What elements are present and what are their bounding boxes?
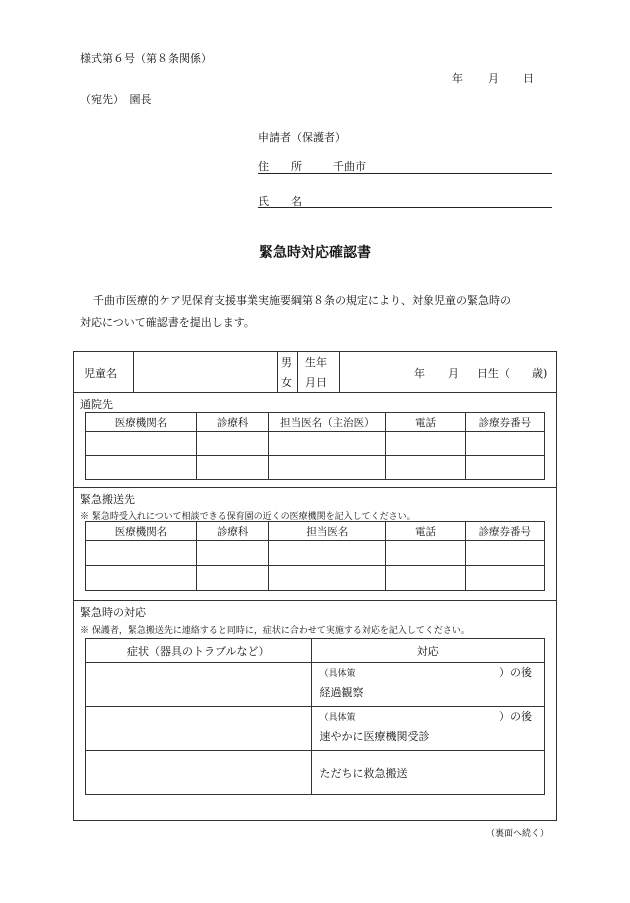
intro-line-1: 千曲市医療的ケア児保育支援事業実施要綱第８条の規定により、対象児童の緊急時の — [93, 294, 511, 307]
document-title: 緊急時対応確認書 — [259, 245, 371, 261]
addressee: （宛先） 園長 — [80, 93, 152, 106]
response-cell[interactable] — [311, 707, 545, 751]
sex-male[interactable]: 男 — [281, 356, 292, 369]
response-section-title: 緊急時の対応 — [80, 606, 146, 619]
transport-header-card: 診療券番号 — [465, 522, 544, 541]
hospital-header-name: 医療機関名 — [86, 413, 197, 432]
table-cell[interactable] — [386, 566, 465, 591]
action-label: ただちに救急搬送 — [319, 766, 408, 780]
table-cell[interactable] — [386, 541, 465, 566]
birth-label-2: 月日 — [305, 376, 327, 389]
table-cell[interactable] — [196, 456, 268, 480]
transport-header-phone: 電話 — [386, 522, 465, 541]
table-cell[interactable] — [197, 541, 269, 566]
intro-line-2: 対応について確認書を提出します。 — [80, 316, 255, 329]
divider — [73, 487, 557, 488]
symptom-cell[interactable] — [86, 663, 312, 707]
symptom-cell[interactable] — [86, 751, 312, 795]
date-year-label: 年 — [452, 72, 463, 85]
table-row — [86, 432, 545, 456]
divider — [133, 351, 134, 392]
age-suffix: 歳) — [532, 367, 548, 380]
after-label: ）の後 — [499, 710, 532, 723]
table-cell[interactable] — [196, 432, 268, 456]
table-cell[interactable] — [465, 566, 544, 591]
action-label: 速やかに医療機関受診 — [319, 730, 430, 743]
hospital-header-card: 診療券番号 — [465, 413, 544, 432]
transport-note: ※ 緊急時受入れについて相談できる保育園の近くの医療機関を記入してください。 — [80, 512, 416, 522]
transport-header-doctor: 担当医名 — [269, 522, 386, 541]
hospital-table — [85, 412, 545, 480]
divider — [73, 392, 557, 393]
table-cell[interactable] — [269, 432, 386, 456]
footer-continued: （裏面へ続く） — [486, 829, 550, 839]
table-cell[interactable] — [269, 566, 386, 591]
table-cell[interactable] — [269, 456, 386, 480]
after-label: ）の後 — [499, 666, 532, 679]
response-table — [85, 638, 545, 795]
sex-female[interactable]: 女 — [281, 376, 292, 389]
table-cell[interactable] — [197, 566, 269, 591]
date-month-label: 月 — [488, 72, 499, 85]
hospital-header-dept: 診療科 — [196, 413, 268, 432]
table-cell[interactable] — [386, 456, 465, 480]
name-label: 氏 名 — [258, 195, 302, 208]
response-header-symptom: 症状（器具のトラブルなど） — [86, 639, 312, 663]
response-cell[interactable] — [311, 663, 545, 707]
table-row — [86, 456, 545, 480]
hospital-header-phone: 電話 — [386, 413, 465, 432]
table-cell[interactable] — [465, 456, 544, 480]
address-underline — [258, 173, 552, 174]
birth-day-born: 日生（ — [477, 367, 510, 380]
divider — [73, 600, 557, 601]
table-row — [86, 541, 545, 566]
response-header-action: 対応 — [311, 639, 545, 663]
divider — [277, 351, 278, 392]
table-cell[interactable] — [86, 432, 197, 456]
transport-header-name: 医療機関名 — [86, 522, 197, 541]
birth-label-1: 生年 — [305, 356, 327, 369]
table-row — [86, 566, 545, 591]
table-row — [86, 707, 545, 751]
table-cell[interactable] — [86, 566, 197, 591]
divider — [339, 351, 340, 392]
table-cell[interactable] — [465, 432, 544, 456]
table-cell[interactable] — [386, 432, 465, 456]
hospital-section-title: 通院先 — [80, 398, 113, 411]
table-cell[interactable] — [269, 541, 386, 566]
birth-year: 年 — [414, 367, 425, 380]
response-note: ※ 保護者，緊急搬送先に連絡すると同時に，症状に合わせて実施する対応を記入してください。 — [80, 626, 470, 636]
table-row — [86, 751, 545, 795]
symptom-cell[interactable] — [86, 707, 312, 751]
hospital-header-doctor: 担当医名（主治医） — [269, 413, 386, 432]
address-label: 住 所 — [258, 160, 302, 173]
applicant-label: 申請者（保護者） — [258, 131, 346, 144]
measure-label: （具体策 — [319, 713, 356, 723]
birth-month: 月 — [448, 367, 459, 380]
child-name-label: 児童名 — [84, 367, 117, 380]
date-day-label: 日 — [523, 72, 534, 85]
form-number: 様式第６号（第８条関係） — [80, 52, 212, 65]
response-cell[interactable] — [311, 751, 545, 795]
table-row — [86, 663, 545, 707]
table-cell[interactable] — [465, 541, 544, 566]
action-label: 経過観察 — [319, 686, 364, 699]
transport-header-dept: 診療科 — [197, 522, 269, 541]
name-underline — [258, 207, 552, 208]
transport-section-title: 緊急搬送先 — [80, 493, 135, 506]
address-value: 千曲市 — [333, 160, 366, 173]
table-cell[interactable] — [86, 541, 197, 566]
measure-label: （具体策 — [319, 669, 356, 679]
transport-table — [85, 521, 545, 591]
table-cell[interactable] — [86, 456, 197, 480]
divider — [297, 351, 298, 392]
